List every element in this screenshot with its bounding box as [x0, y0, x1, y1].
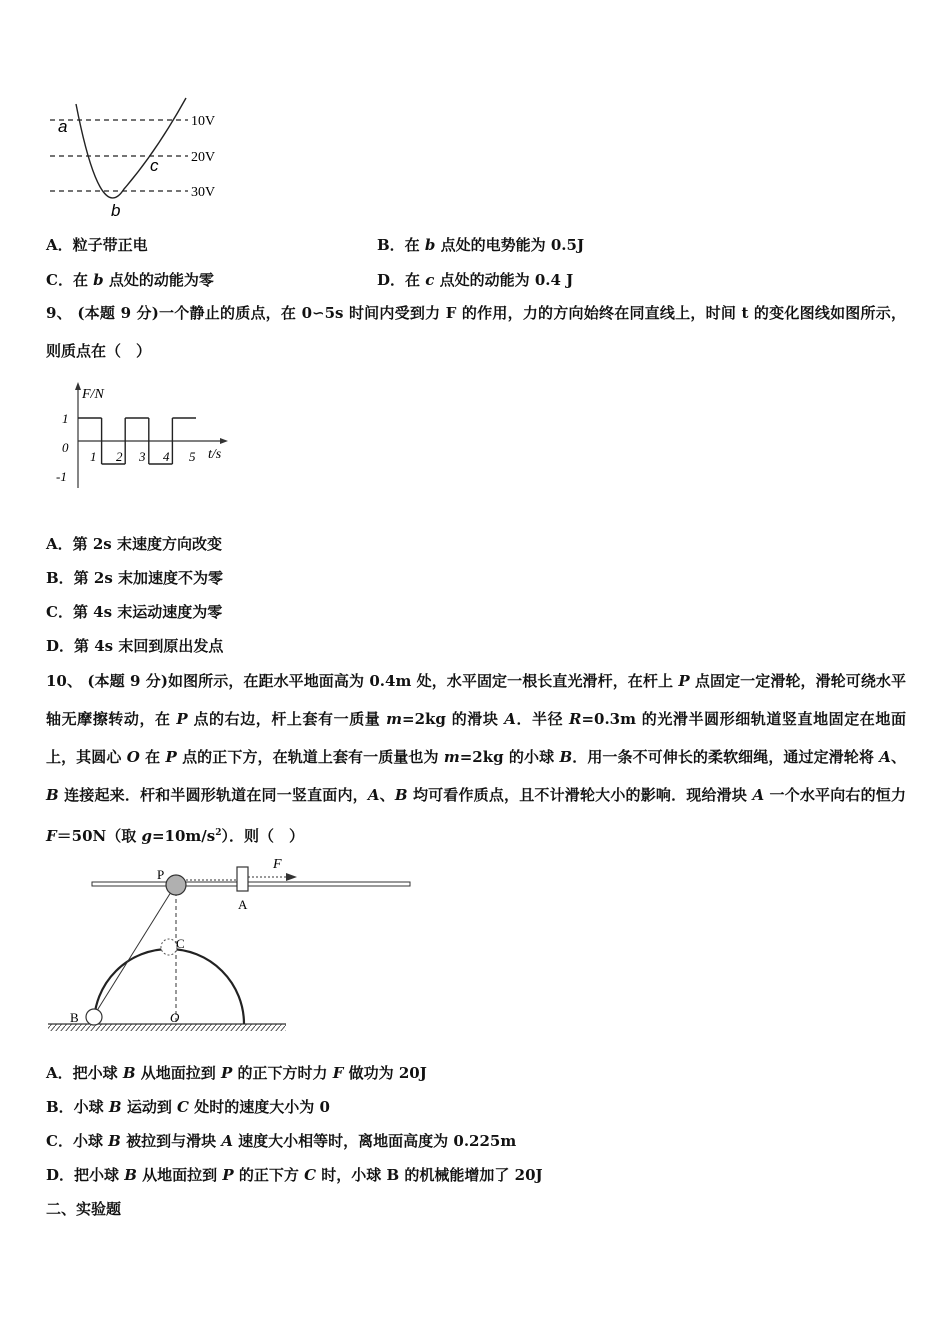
label-o: O: [170, 1010, 180, 1025]
q10-option-a: A．把小球 B 从地面拉到 P 的正下方时力 F 做功为 20J: [46, 1064, 427, 1082]
q9-option-c: C．第 4s 末运动速度为零: [46, 603, 223, 621]
y-tick-neg1: -1: [56, 469, 67, 484]
q10-stem: 10、 (本题 9 分)如图所示，在距水平地面高为 0.4m 处，水平固定一根长直光滑杆，在杆上 P 点固定一定滑轮，滑轮可绕水平轴无摩擦转动，在 P 点的右边，杆上套有一质量 m=2kg 的滑块 A．半径 R=0.3m 的光滑半圆形细轨道竖直地固定在地面上，其圆心 O 在 P 点的正下方，在轨道上套有一质量也为 m=2kg 的小球 B．用一条不可伸长的柔软细绳，通过定滑轮将 A、B 连接起来．杆和半圆形轨道在同一竖直面内，A、B 均可看作质点，且不计滑轮大小的影响．现给滑块 A 一个水平向右的恒力 F＝50N（取 $g=10m/s^2$）．则（ ）: [46, 672, 906, 845]
label-p: P: [157, 867, 165, 882]
label-f: F: [273, 857, 282, 872]
equipotential-figure: [46, 92, 236, 222]
pulley: [166, 875, 186, 895]
q8-option-c: C．在 b 点处的动能为零: [46, 271, 214, 289]
rope: [93, 892, 171, 1017]
ball-at-c: [161, 939, 177, 955]
force-arrow-head: [286, 873, 297, 881]
q10-option-d: D．把小球 B 从地面拉到 P 的正下方 C 时，小球 B 的机械能增加了 20J: [46, 1166, 543, 1184]
particle-trajectory: [76, 98, 186, 198]
x-tick-2: 2: [116, 449, 123, 464]
x-axis-arrow: [220, 438, 228, 444]
point-c-label: c: [150, 156, 159, 175]
q8-option-b: B．在 b 点处的电势能为 0.5J: [377, 236, 585, 254]
x-tick-5: 5: [189, 449, 196, 464]
point-a-label: a: [58, 117, 68, 136]
label-c: C: [176, 936, 185, 951]
x-tick-4: 4: [163, 449, 170, 464]
potential-10v-label: 10V: [191, 114, 216, 129]
potential-20v-label: 20V: [191, 150, 216, 165]
q9-stem: 9、 (本题 9 分)一个静止的质点，在 0∽5s 时间内受到力 F 的作用，力的方向始终在同直线上，时间 t 的变化图线如图所示，则质点在（ ）: [46, 304, 906, 360]
x-tick-1: 1: [90, 449, 97, 464]
pulley-semicircle-figure: [40, 852, 420, 1037]
q10-option-c: C．小球 B 被拉到与滑块 A 速度大小相等时，离地面高度为 0.225m: [46, 1132, 517, 1150]
ground: [48, 1024, 286, 1031]
q8-option-d: D．在 c 点处的动能为 0.4 J: [377, 271, 574, 289]
y-tick-0: 0: [62, 440, 69, 455]
q9-option-d: D．第 4s 末回到原出发点: [46, 637, 224, 655]
q8-option-a: A．粒子带正电: [46, 236, 148, 254]
y-axis-label: F/N: [82, 387, 104, 402]
x-axis-label: t/s: [208, 447, 222, 462]
q9-option-b: B．第 2s 末加速度不为零: [46, 569, 224, 587]
potential-30v-label: 30V: [191, 185, 216, 200]
label-b: B: [70, 1010, 79, 1025]
point-b-label: b: [111, 201, 121, 220]
q10-option-b: B．小球 B 运动到 C 处时的速度大小为 0: [46, 1098, 330, 1116]
label-a: A: [238, 897, 248, 912]
y-axis-arrow: [75, 382, 81, 390]
force-time-chart: [48, 380, 238, 510]
section-heading: 二、实验题: [46, 1200, 122, 1218]
slider-a: [237, 867, 248, 891]
q9-option-a: A．第 2s 末速度方向改变: [46, 535, 222, 553]
ball-b: [86, 1009, 102, 1025]
x-tick-3: 3: [139, 449, 146, 464]
horizontal-rod: [92, 882, 410, 886]
y-tick-1: 1: [62, 411, 69, 426]
semicircle-track: [94, 949, 244, 1024]
